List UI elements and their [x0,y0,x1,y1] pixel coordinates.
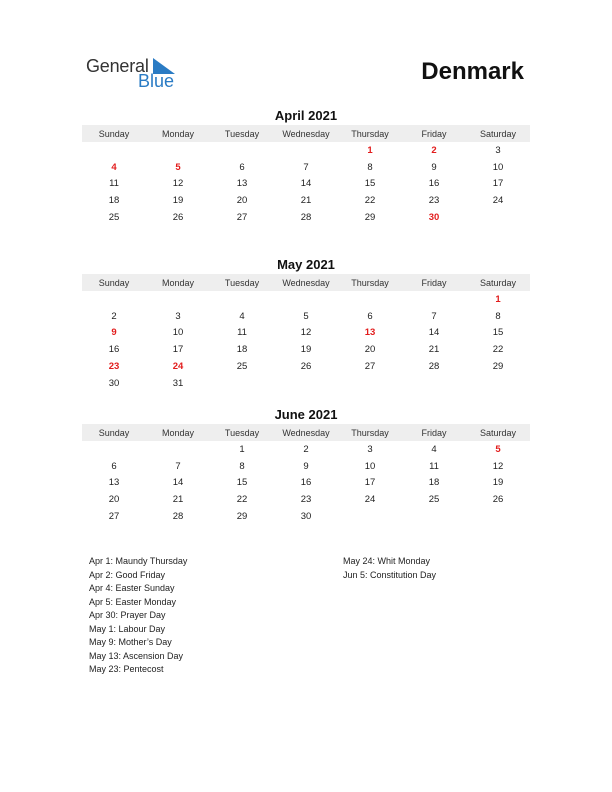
date-cell: 20 [364,344,376,356]
weekday-label: Wednesday [282,427,330,438]
date-cell: 24 [492,195,504,207]
date-cell: 16 [428,178,440,190]
date-cell: 10 [492,161,504,173]
date-cell: 16 [108,344,120,356]
date-cell: 3 [175,310,181,322]
weekday-header-row [82,424,530,441]
date-cell: 12 [492,460,504,472]
date-cell: 13 [108,477,120,489]
week-row [82,192,530,209]
month-calendar-june [82,406,530,525]
week-row [82,508,530,525]
week-row [82,176,530,193]
date-cell: 21 [300,195,312,207]
date-cell: 8 [495,310,501,322]
date-cell: 14 [172,477,184,489]
weekday-header-row [82,274,530,291]
date-cell: 19 [172,195,184,207]
holiday-list-right [343,555,436,582]
date-cell: 6 [111,460,117,472]
date-cell: 2 [111,310,117,322]
date-cell: 21 [428,344,440,356]
week-row [82,209,530,226]
week-row [82,375,530,392]
date-cell: 16 [300,477,312,489]
date-cell: 28 [300,212,312,224]
date-cell: 17 [172,344,184,356]
date-cell: 6 [239,161,245,173]
weekday-label: Friday [421,427,447,438]
weekday-label: Saturday [479,128,517,139]
date-cell: 14 [300,178,312,190]
weekday-label: Thursday [351,277,389,288]
date-cell: 27 [236,212,248,224]
weekday-label: Friday [421,277,447,288]
date-cell: 23 [428,195,440,207]
weekday-label: Sunday [98,128,130,139]
logo-text-blue: Blue [138,71,175,91]
weekday-label: Monday [161,427,195,438]
holiday-date-cell: 5 [175,161,181,173]
date-cell: 26 [492,494,504,506]
weekday-label: Friday [421,128,447,139]
week-row [82,159,530,176]
date-cell: 30 [108,377,120,389]
date-cell: 26 [172,212,184,224]
week-row [82,491,530,508]
month-title: May 2021 [277,257,335,272]
month-title: June 2021 [274,407,338,422]
holiday-date-cell: 24 [172,361,184,373]
date-cell: 17 [492,178,504,190]
date-cell: 23 [300,494,312,506]
holiday-list-item: May 1: Labour Day [89,623,166,634]
weekday-label: Wednesday [282,128,330,139]
date-cell: 14 [428,327,440,339]
date-cell: 8 [367,161,373,173]
holiday-date-cell: 9 [111,327,117,339]
holiday-list-item: May 9: Mother’s Day [89,637,172,647]
date-cell: 22 [492,344,504,356]
month-calendar-may [82,256,530,392]
holiday-list-item: Apr 30: Prayer Day [89,610,166,620]
holiday-list-item: Apr 5: Easter Monday [89,596,177,607]
date-cell: 2 [303,443,309,455]
date-cell: 5 [303,310,309,322]
date-cell: 15 [492,327,504,339]
date-cell: 17 [364,477,376,489]
date-cell: 19 [492,477,504,489]
date-cell: 27 [364,361,376,373]
date-cell: 3 [495,144,501,156]
weekday-label: Sunday [98,427,130,438]
holiday-date-cell: 4 [111,161,117,173]
holiday-list-left [89,555,187,677]
country-title: Denmark [421,58,524,85]
date-cell: 29 [364,212,376,224]
date-cell: 9 [303,460,309,472]
date-cell: 15 [236,477,248,489]
logo-text-general: General [86,56,149,76]
week-row [82,142,530,159]
holiday-list-item: Apr 4: Easter Sunday [89,583,175,593]
date-cell: 30 [300,511,312,523]
date-cell: 12 [172,178,184,190]
date-cell: 1 [239,443,245,455]
date-cell: 15 [364,178,376,190]
date-cell: 9 [431,161,437,173]
weekday-label: Thursday [351,427,389,438]
holiday-date-cell: 1 [495,293,501,305]
date-cell: 22 [236,494,248,506]
holiday-list-item: May 24: Whit Monday [343,556,431,566]
month-title: April 2021 [274,108,338,123]
date-cell: 13 [236,178,248,190]
date-cell: 18 [108,195,120,207]
holiday-list-item: May 13: Ascension Day [89,650,184,661]
date-cell: 18 [236,344,248,356]
date-cell: 4 [431,443,437,455]
generalblue-logo [86,56,186,92]
weekday-label: Monday [161,128,195,139]
holiday-list-item: Apr 1: Maundy Thursday [89,556,188,566]
holiday-list-item: Apr 2: Good Friday [89,569,166,580]
date-cell: 19 [300,344,312,356]
week-row [82,308,530,325]
date-cell: 28 [172,511,184,523]
week-row [82,441,530,458]
date-cell: 8 [239,460,245,472]
week-row [82,358,530,375]
date-cell: 11 [429,460,439,472]
date-cell: 6 [367,310,373,322]
date-cell: 24 [364,494,376,506]
holiday-date-cell: 30 [428,212,440,224]
date-cell: 29 [236,511,248,523]
date-cell: 28 [428,361,440,373]
holiday-date-cell: 2 [431,144,437,156]
date-cell: 25 [108,212,120,224]
date-cell: 18 [428,477,440,489]
weekday-label: Monday [161,277,195,288]
date-cell: 29 [492,361,504,373]
date-cell: 7 [175,460,181,472]
holiday-date-cell: 5 [495,443,501,455]
date-cell: 11 [237,327,247,339]
date-cell: 7 [431,310,437,322]
weekday-label: Saturday [479,277,517,288]
holiday-date-cell: 23 [108,361,120,373]
weekday-header-row [82,125,530,142]
date-cell: 25 [428,494,440,506]
week-row [82,325,530,342]
date-cell: 3 [367,443,373,455]
week-row [82,458,530,475]
date-cell: 27 [108,511,120,523]
holiday-date-cell: 13 [364,327,376,339]
weekday-label: Tuesday [224,128,260,139]
holiday-list-item: May 23: Pentecost [89,664,164,674]
week-row [82,475,530,492]
weekday-label: Sunday [98,277,130,288]
holiday-list-item: Jun 5: Constitution Day [343,569,437,580]
weekday-label: Wednesday [282,277,330,288]
date-cell: 10 [172,327,184,339]
date-cell: 26 [300,361,312,373]
date-cell: 11 [109,178,119,190]
date-cell: 20 [108,494,120,506]
date-cell: 10 [364,460,376,472]
month-calendar-april [82,107,530,226]
date-cell: 21 [172,494,184,506]
date-cell: 20 [236,195,248,207]
date-cell: 4 [239,310,245,322]
weekday-label: Tuesday [224,427,260,438]
holiday-date-cell: 1 [367,144,373,156]
weekday-label: Thursday [351,128,389,139]
date-cell: 12 [300,327,312,339]
weekday-label: Tuesday [224,277,260,288]
weekday-label: Saturday [479,427,517,438]
week-row [82,291,530,308]
date-cell: 25 [236,361,248,373]
date-cell: 7 [303,161,309,173]
week-row [82,341,530,358]
date-cell: 31 [172,377,184,389]
date-cell: 22 [364,195,376,207]
